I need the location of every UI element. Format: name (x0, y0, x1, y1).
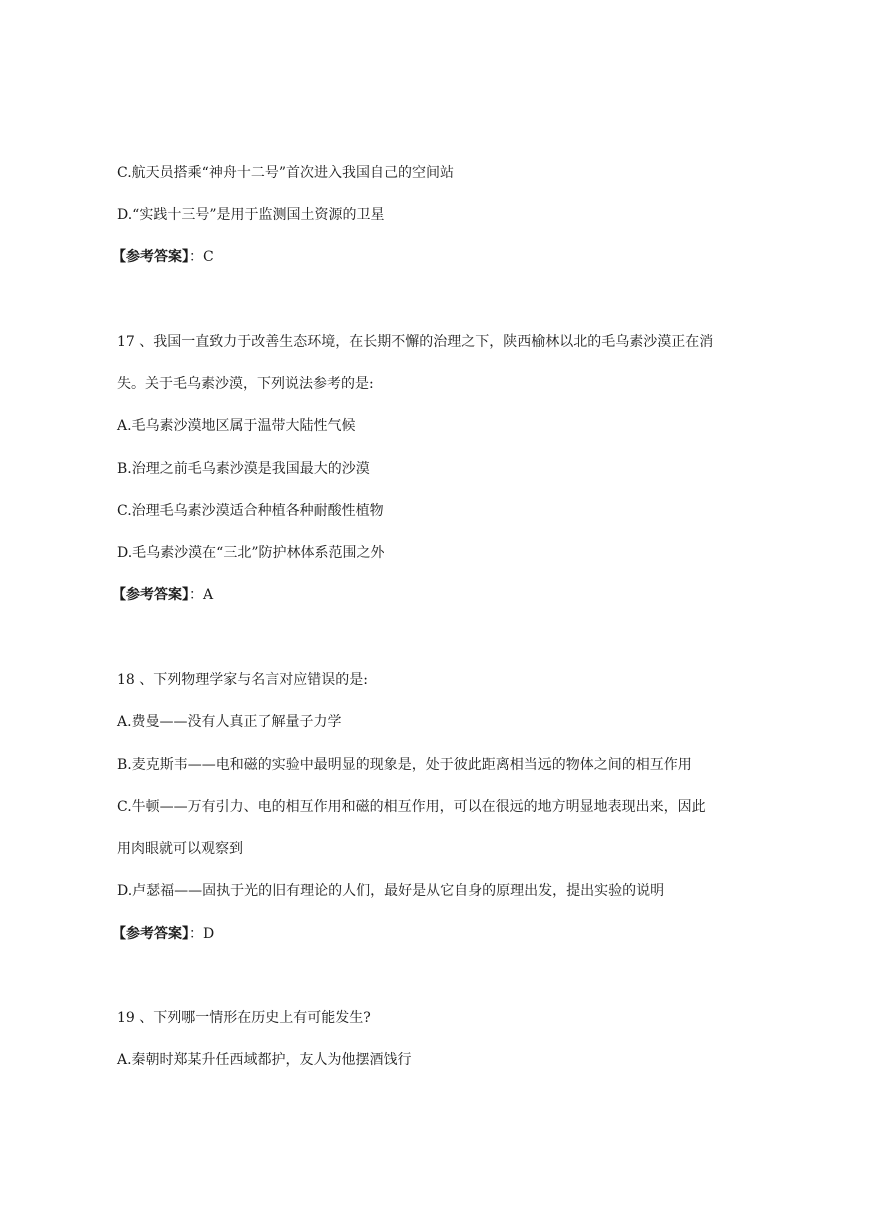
q18-option-c-line1: C.牛顿——万有引力、电的相互作用和磁的相互作用，可以在很远的地方明显地表现出来，因此 (117, 799, 706, 815)
q19-stem: 19 、下列哪一情形在历史上有可能发生? (117, 1010, 371, 1026)
q17-option-a: A.毛乌素沙漠地区属于温带大陆性气候 (117, 418, 356, 434)
q17-option-b: B.治理之前毛乌素沙漠是我国最大的沙漠 (117, 461, 370, 477)
q16-option-c: C.航天员搭乘“神舟十二号”首次进入我国自己的空间站 (117, 165, 454, 181)
q17-stem-line2: 失。关于毛乌素沙漠，下列说法参考的是: (117, 376, 374, 392)
answer-value: D (203, 926, 215, 942)
q18-answer (112, 924, 214, 944)
q18-option-c-line2: 用肉眼就可以观察到 (117, 841, 243, 857)
q17-option-d: D.毛乌素沙漠在“三北”防护林体系范围之外 (117, 545, 385, 561)
q18-stem: 18 、下列物理学家与名言对应错误的是: (117, 672, 368, 688)
answer-separator: ： (189, 587, 203, 603)
q18-option-b: B.麦克斯韦——电和磁的实验中最明显的现象是，处于彼此距离相当远的物体之间的相互作用 (117, 757, 692, 773)
answer-value: A (203, 587, 214, 603)
q17-stem-line1: 17 、我国一直致力于改善生态环境，在长期不懈的治理之下，陕西榆林以北的毛乌素沙漠正在消 (117, 334, 714, 350)
answer-separator: ： (189, 249, 203, 265)
answer-value: C (203, 249, 214, 265)
q16-answer (112, 247, 214, 267)
answer-separator: ： (189, 926, 203, 942)
answer-label: 【参考答案】 (112, 249, 189, 265)
answer-label: 【参考答案】 (112, 587, 189, 603)
answer-label: 【参考答案】 (112, 926, 189, 942)
q18-option-a: A.费曼——没有人真正了解量子力学 (117, 714, 342, 730)
q16-option-d: D.“实践十三号”是用于监测国土资源的卫星 (117, 207, 385, 223)
q18-option-d: D.卢瑟福——固执于光的旧有理论的人们，最好是从它自身的原理出发，提出实验的说明 (117, 883, 665, 899)
q19-option-a: A.秦朝时郑某升任西域都护，友人为他摆酒饯行 (117, 1052, 412, 1068)
q17-option-c: C.治理毛乌素沙漠适合种植各种耐酸性植物 (117, 503, 384, 519)
q17-answer (112, 585, 213, 605)
